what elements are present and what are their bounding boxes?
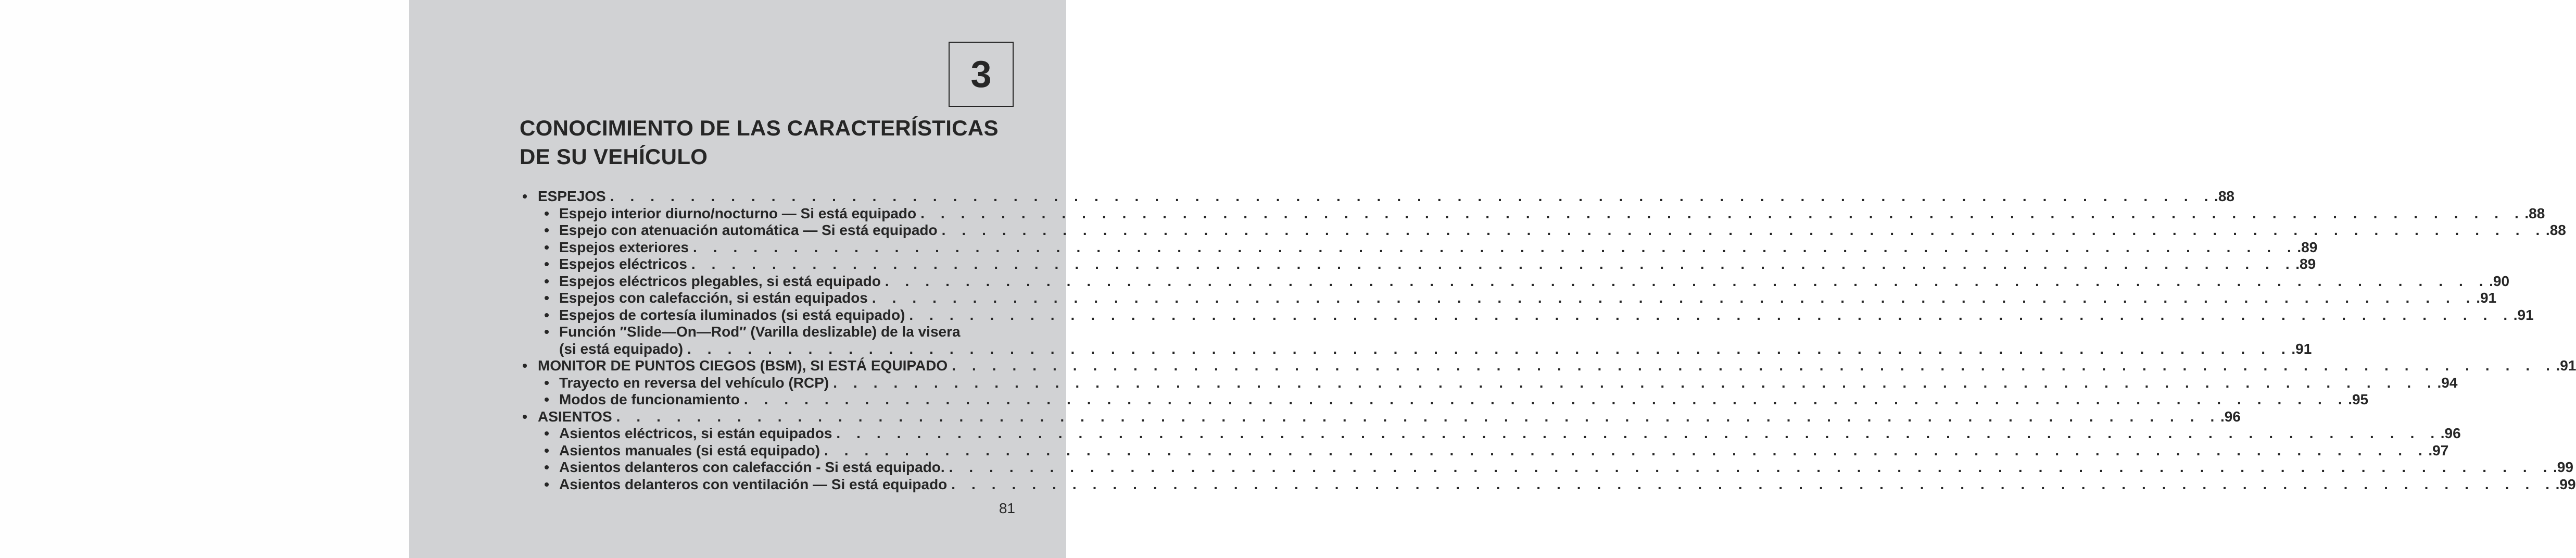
bullet-icon: • <box>544 425 549 441</box>
toc-entry <box>520 459 2573 476</box>
dot-leader: . . . . . . . . . . . . . . . . . . . . . . . . . . . . . . . . . . . . . . . . . . . . . . . . . . . . . . . . . . . . . . . . . . . . . . . . . . . . . . . . <box>949 459 2553 475</box>
toc-entry-page: .90 <box>2489 272 2510 289</box>
toc-entry-label: Espejos de cortesía iluminados (si está equipado) <box>559 306 905 323</box>
toc-entry-page: .88 <box>2214 188 2234 204</box>
dot-leader: . . . . . . . . . . . . . . . . . . . . . . . . . . . . . . . . . . . . . . . . . . . . . . . . . . . . . . . . . . . . . . . . . . . . . . . . . . . . . . . . <box>952 357 2556 374</box>
dot-leader: . . . . . . . . . . . . . . . . . . . . . . . . . . . . . . . . . . . . . . . . . . . . . . . . . . . . . . . . . . . . . . . . . . . . . . . . . . . . . . . . <box>909 306 2514 323</box>
dot-leader: . . . . . . . . . . . . . . . . . . . . . . . . . . . . . . . . . . . . . . . . . . . . . . . . . . . . . . . . . . . . . . . . . . . . . . . . . . . . . . . . <box>836 425 2441 441</box>
dot-leader: . . . . . . . . . . . . . . . . . . . . . . . . . . . . . . . . . . . . . . . . . . . . . . . . . . . . . . . . . . . . . . . . . . . . . . . . . . . . . . . . <box>941 222 2546 238</box>
toc-entry <box>520 222 2566 239</box>
toc-entry-label: (si está equipado) <box>559 340 684 357</box>
toc-entry-page: .96 <box>2440 425 2461 441</box>
dot-leader: . . . . . . . . . . . . . . . . . . . . . . . . . . . . . . . . . . . . . . . . . . . . . . . . . . . . . . . . . . . . . . . . . . . . . . . . . . . . . . . . <box>687 340 2292 357</box>
toc-entry <box>520 476 2576 493</box>
toc-entry-label: Función ″Slide—On—Rod″ (Varilla deslizable) de la visera <box>559 324 961 340</box>
toc-entry-page: .88 <box>2524 205 2545 221</box>
dot-leader: . . . . . . . . . . . . . . . . . . . . . . . . . . . . . . . . . . . . . . . . . . . . . . . . . . . . . . . . . . . . . . . . . . . . . . . . . . . . . . . . <box>693 239 2297 255</box>
toc-entry-label: Modos de funcionamiento <box>559 391 740 407</box>
toc-entry-label: Trayecto en reversa del vehículo (RCP) <box>559 374 829 391</box>
bullet-icon: • <box>544 391 549 407</box>
bullet-icon: • <box>522 357 527 374</box>
chapter-number: 3 <box>970 53 992 95</box>
toc-entry-page: .89 <box>2297 239 2318 255</box>
bullet-icon: • <box>544 306 549 323</box>
toc-entry <box>520 205 2545 222</box>
toc-entry-page: .91 <box>2476 290 2497 306</box>
dot-leader: . . . . . . . . . . . . . . . . . . . . . . . . . . . . . . . . . . . . . . . . . . . . . . . . . . . . . . . . . . . . . . . . . . . . . . . . . . . . . . . . <box>691 256 2296 272</box>
bullet-icon: • <box>522 188 527 204</box>
toc-entry <box>520 272 2510 290</box>
bullet-icon: • <box>544 272 549 289</box>
toc-entry-page: .94 <box>2437 374 2458 391</box>
toc-entry-label: Asientos delanteros con calefacción - Si está equipado. <box>559 459 945 475</box>
dot-leader: . . . . . . . . . . . . . . . . . . . . . . . . . . . . . . . . . . . . . . . . . . . . . . . . . . . . . . . . . . . . . . . . . . . . . . . . . . . . . . . . <box>616 408 2220 425</box>
dot-leader: . . . . . . . . . . . . . . . . . . . . . . . . . . . . . . . . . . . . . . . . . . . . . . . . . . . . . . . . . . . . . . . . . . . . . . . . . . . . . . . . <box>824 442 2429 458</box>
toc-entry <box>520 188 2234 205</box>
toc-entry <box>520 357 2576 375</box>
bullet-icon: • <box>544 205 549 221</box>
toc-entry-label: Asientos delanteros con ventilación — Si está equipado <box>559 476 948 492</box>
chapter-title-line-2: DE SU VEHÍCULO <box>520 144 708 169</box>
bullet-icon: • <box>544 459 549 475</box>
toc-entry <box>520 256 2316 273</box>
toc-entry-label: Espejos con calefacción, si están equipados <box>559 290 868 306</box>
bullet-icon: • <box>544 442 549 458</box>
toc-entry-page: .91 <box>2513 306 2534 323</box>
toc-entry <box>520 290 2497 307</box>
toc-entry-page: .95 <box>2348 391 2369 407</box>
toc-entry-page: .99 <box>2555 476 2576 492</box>
toc-entry <box>520 340 2312 358</box>
toc-entry <box>520 425 2461 442</box>
toc-entry <box>520 306 2534 324</box>
bullet-icon: • <box>544 374 549 391</box>
toc-entry-page: .91 <box>2556 357 2576 374</box>
toc-entry-label: Asientos manuales (si está equipado) <box>559 442 820 458</box>
toc-entry-page: .91 <box>2291 340 2312 357</box>
toc-entry-label: Espejo con atenuación automática — Si está equipado <box>559 222 938 238</box>
bullet-icon: • <box>522 408 527 425</box>
toc-entry-page: .97 <box>2428 442 2449 458</box>
chapter-title-line-1: CONOCIMIENTO DE LAS CARACTERÍSTICAS <box>520 116 999 140</box>
toc-entry-page: .99 <box>2553 459 2573 475</box>
toc-entry-page: .96 <box>2220 408 2241 425</box>
bullet-icon: • <box>544 290 549 306</box>
dot-leader: . . . . . . . . . . . . . . . . . . . . . . . . . . . . . . . . . . . . . . . . . . . . . . . . . . . . . . . . . . . . . . . . . . . . . . . . . . . . . . . . <box>872 290 2477 306</box>
toc-entry-label: Espejos eléctricos plegables, si está equipado <box>559 272 881 289</box>
dot-leader: . . . . . . . . . . . . . . . . . . . . . . . . . . . . . . . . . . . . . . . . . . . . . . . . . . . . . . . . . . . . . . . . . . . . . . . . . . . . . . . . <box>743 391 2348 407</box>
bullet-icon: • <box>544 324 549 340</box>
toc-entry <box>520 239 2318 256</box>
dot-leader: . . . . . . . . . . . . . . . . . . . . . . . . . . . . . . . . . . . . . . . . . . . . . . . . . . . . . . . . . . . . . . . . . . . . . . . . . . . . . . . . <box>833 374 2438 391</box>
toc-entry-label: Espejos eléctricos <box>559 256 687 272</box>
dot-leader: . . . . . . . . . . . . . . . . . . . . . . . . . . . . . . . . . . . . . . . . . . . . . . . . . . . . . . . . . . . . . . . . . . . . . . . . . . . . . . . . <box>610 188 2215 204</box>
dot-leader: . . . . . . . . . . . . . . . . . . . . . . . . . . . . . . . . . . . . . . . . . . . . . . . . . . . . . . . . . . . . . . . . . . . . . . . . . . . . . . . . <box>920 205 2525 221</box>
toc-entry <box>520 324 1015 341</box>
toc-entry <box>520 374 2458 392</box>
toc-entry-label: ASIENTOS <box>538 408 612 425</box>
toc-entry <box>520 391 2369 408</box>
dot-leader: . . . . . . . . . . . . . . . . . . . . . . . . . . . . . . . . . . . . . . . . . . . . . . . . . . . . . . . . . . . . . . . . . . . . . . . . . . . . . . . . <box>951 476 2556 492</box>
bullet-icon: • <box>544 239 549 255</box>
toc-entry <box>520 442 2449 460</box>
dot-leader: . . . . . . . . . . . . . . . . . . . . . . . . . . . . . . . . . . . . . . . . . . . . . . . . . . . . . . . . . . . . . . . . . . . . . . . . . . . . . . . . <box>885 272 2490 289</box>
toc-entry-label: Espejo interior diurno/nocturno — Si está equipado <box>559 205 917 221</box>
toc-entry-label: Espejos exteriores <box>559 239 689 255</box>
page-number: 81 <box>999 500 1015 516</box>
toc-entry-label: MONITOR DE PUNTOS CIEGOS (BSM), SI ESTÁ EQUIPADO <box>538 357 948 374</box>
blank-left-page <box>0 0 409 558</box>
toc-entry-label: Asientos eléctricos, si están equipados <box>559 425 832 441</box>
chapter-title <box>520 114 1019 171</box>
table-of-contents <box>520 188 2576 493</box>
chapter-number-box <box>949 42 1014 107</box>
toc-entry-label: ESPEJOS <box>538 188 606 204</box>
bullet-icon: • <box>544 476 549 492</box>
bullet-icon: • <box>544 222 549 238</box>
toc-entry <box>520 408 2241 426</box>
bullet-icon: • <box>544 256 549 272</box>
toc-entry-page: .89 <box>2295 256 2316 272</box>
toc-entry-page: .88 <box>2545 222 2566 238</box>
